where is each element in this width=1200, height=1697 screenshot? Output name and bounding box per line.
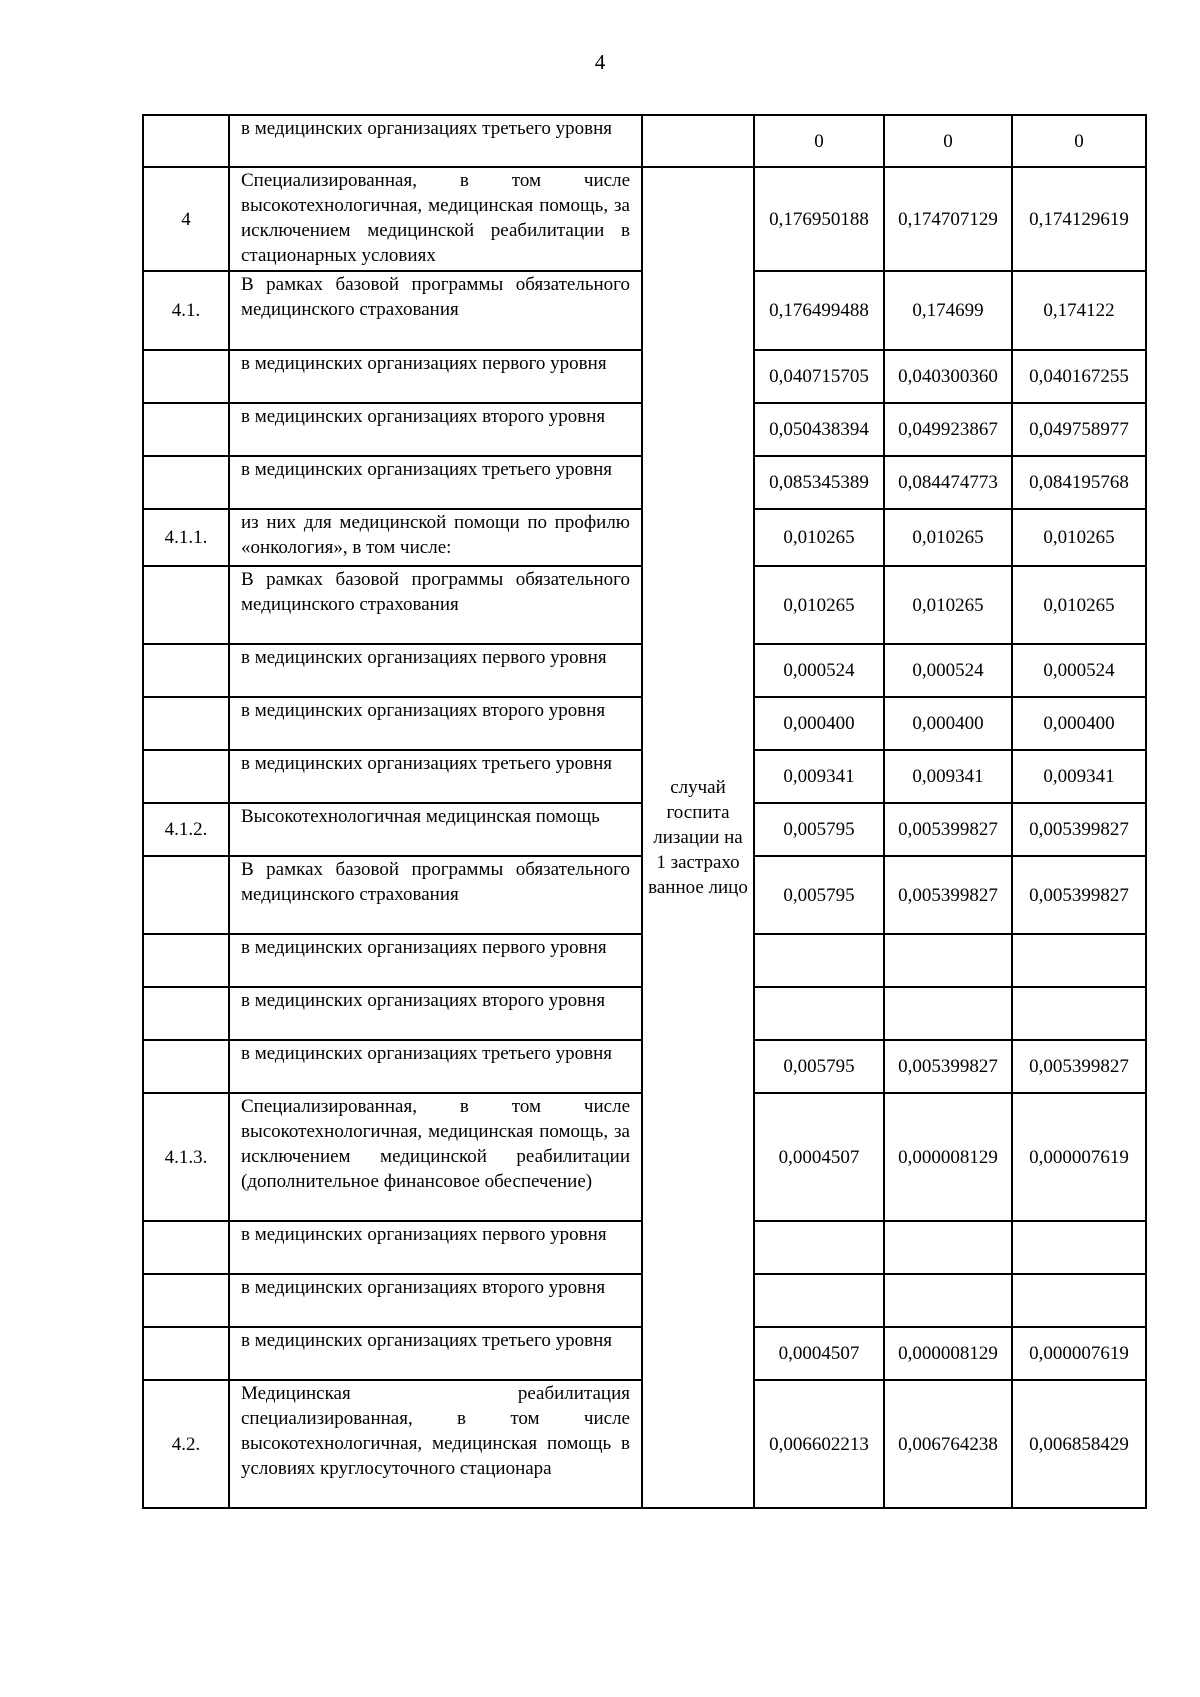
value-year-2 [884,1274,1012,1327]
value-year-3: 0,010265 [1012,566,1146,644]
value-year-3: 0,174122 [1012,271,1146,350]
row-description: в медицинских организациях третьего уровня [229,750,642,803]
value-year-2: 0,174707129 [884,167,1012,271]
row-description: Специализированная, в том числе высокотехнологичная, медицинская помощь, за исключением медицинской реабилитации (дополнительное финансовое обеспечение) [229,1093,642,1221]
value-year-2: 0,000008129 [884,1327,1012,1380]
value-year-3: 0,049758977 [1012,403,1146,456]
row-description: в медицинских организациях первого уровня [229,934,642,987]
row-description: в медицинских организациях третьего уровня [229,1327,642,1380]
row-description: в медицинских организациях первого уровня [229,1221,642,1274]
value-year-1: 0,005795 [754,856,884,934]
row-description: Специализированная, в том числе высокотехнологичная, медицинская помощь, за исключением медицинской реабилитации в стационарных условиях [229,167,642,271]
row-description: в медицинских организациях первого уровня [229,644,642,697]
row-number [143,115,229,167]
value-year-2: 0,006764238 [884,1380,1012,1508]
row-number [143,750,229,803]
unit-cell-top [642,115,754,167]
value-year-3: 0,000007619 [1012,1327,1146,1380]
value-year-3 [1012,987,1146,1040]
row-number [143,403,229,456]
row-number [143,697,229,750]
value-year-1: 0,176499488 [754,271,884,350]
value-year-1: 0,0004507 [754,1327,884,1380]
page-number: 4 [594,50,606,74]
row-description: Высокотехнологичная медицинская помощь [229,803,642,856]
row-description: в медицинских организациях третьего уровня [229,1040,642,1093]
row-number: 4.1. [143,271,229,350]
value-year-3: 0,005399827 [1012,803,1146,856]
value-year-3: 0,005399827 [1012,1040,1146,1093]
row-description: В рамках базовой программы обязательного медицинского страхования [229,566,642,644]
value-year-3: 0,000524 [1012,644,1146,697]
value-year-2 [884,987,1012,1040]
row-description: в медицинских организациях второго уровня [229,1274,642,1327]
row-description: в медицинских организациях второго уровня [229,987,642,1040]
value-year-2: 0,005399827 [884,1040,1012,1093]
row-number: 4.1.2. [143,803,229,856]
row-number [143,987,229,1040]
row-number [143,1221,229,1274]
value-year-3: 0,009341 [1012,750,1146,803]
value-year-1: 0 [754,115,884,167]
value-year-2 [884,1221,1012,1274]
value-year-2: 0,174699 [884,271,1012,350]
value-year-2: 0,040300360 [884,350,1012,403]
row-number [143,456,229,509]
value-year-2: 0,000008129 [884,1093,1012,1221]
value-year-1: 0,176950188 [754,167,884,271]
value-year-1 [754,1274,884,1327]
value-year-1: 0,005795 [754,1040,884,1093]
value-year-3: 0,040167255 [1012,350,1146,403]
row-number [143,1274,229,1327]
value-year-1 [754,934,884,987]
row-description: из них для медицинской помощи по профилю «онкология», в том числе: [229,509,642,566]
value-year-1: 0,006602213 [754,1380,884,1508]
value-year-3: 0,010265 [1012,509,1146,566]
value-year-3: 0 [1012,115,1146,167]
row-number: 4.1.3. [143,1093,229,1221]
value-year-3: 0,006858429 [1012,1380,1146,1508]
value-year-3: 0,084195768 [1012,456,1146,509]
value-year-3 [1012,1221,1146,1274]
row-number [143,566,229,644]
unit-text: случай госпита лизации на 1 застрахо ванное лицо [648,777,748,898]
value-year-2: 0,005399827 [884,856,1012,934]
value-year-2: 0,010265 [884,566,1012,644]
value-year-3: 0,000400 [1012,697,1146,750]
row-number [143,644,229,697]
value-year-1 [754,1221,884,1274]
value-year-2: 0,000400 [884,697,1012,750]
row-number [143,1327,229,1380]
unit-of-measure [642,167,754,1508]
row-description: в медицинских организациях третьего уровня [229,115,642,167]
value-year-1: 0,009341 [754,750,884,803]
indicators-table [142,114,1147,1509]
value-year-3 [1012,1274,1146,1327]
value-year-2: 0,049923867 [884,403,1012,456]
row-description: Медицинская реабилитация специализированная, в том числе высокотехнологичная, медицинская помощь в условиях круглосуточного стационара [229,1380,642,1508]
value-year-3: 0,174129619 [1012,167,1146,271]
row-description: в медицинских организациях второго уровня [229,697,642,750]
value-year-1: 0,000524 [754,644,884,697]
row-number: 4.2. [143,1380,229,1508]
value-year-3: 0,005399827 [1012,856,1146,934]
value-year-2: 0,009341 [884,750,1012,803]
value-year-1: 0,010265 [754,509,884,566]
value-year-1: 0,0004507 [754,1093,884,1221]
value-year-1: 0,085345389 [754,456,884,509]
value-year-2: 0,010265 [884,509,1012,566]
value-year-1: 0,000400 [754,697,884,750]
row-description: в медицинских организациях третьего уровня [229,456,642,509]
table-row [143,115,1146,167]
row-number: 4 [143,167,229,271]
value-year-2: 0,005399827 [884,803,1012,856]
row-description: в медицинских организациях первого уровня [229,350,642,403]
value-year-2: 0,000524 [884,644,1012,697]
value-year-3 [1012,934,1146,987]
value-year-2 [884,934,1012,987]
table-row [143,167,1146,271]
row-number [143,856,229,934]
value-year-2: 0,084474773 [884,456,1012,509]
value-year-3: 0,000007619 [1012,1093,1146,1221]
row-number [143,1040,229,1093]
row-number: 4.1.1. [143,509,229,566]
value-year-1: 0,050438394 [754,403,884,456]
row-number [143,350,229,403]
value-year-1 [754,987,884,1040]
row-number [143,934,229,987]
value-year-1: 0,005795 [754,803,884,856]
row-description: В рамках базовой программы обязательного медицинского страхования [229,856,642,934]
row-description: в медицинских организациях второго уровня [229,403,642,456]
value-year-1: 0,040715705 [754,350,884,403]
value-year-2: 0 [884,115,1012,167]
row-description: В рамках базовой программы обязательного медицинского страхования [229,271,642,350]
value-year-1: 0,010265 [754,566,884,644]
